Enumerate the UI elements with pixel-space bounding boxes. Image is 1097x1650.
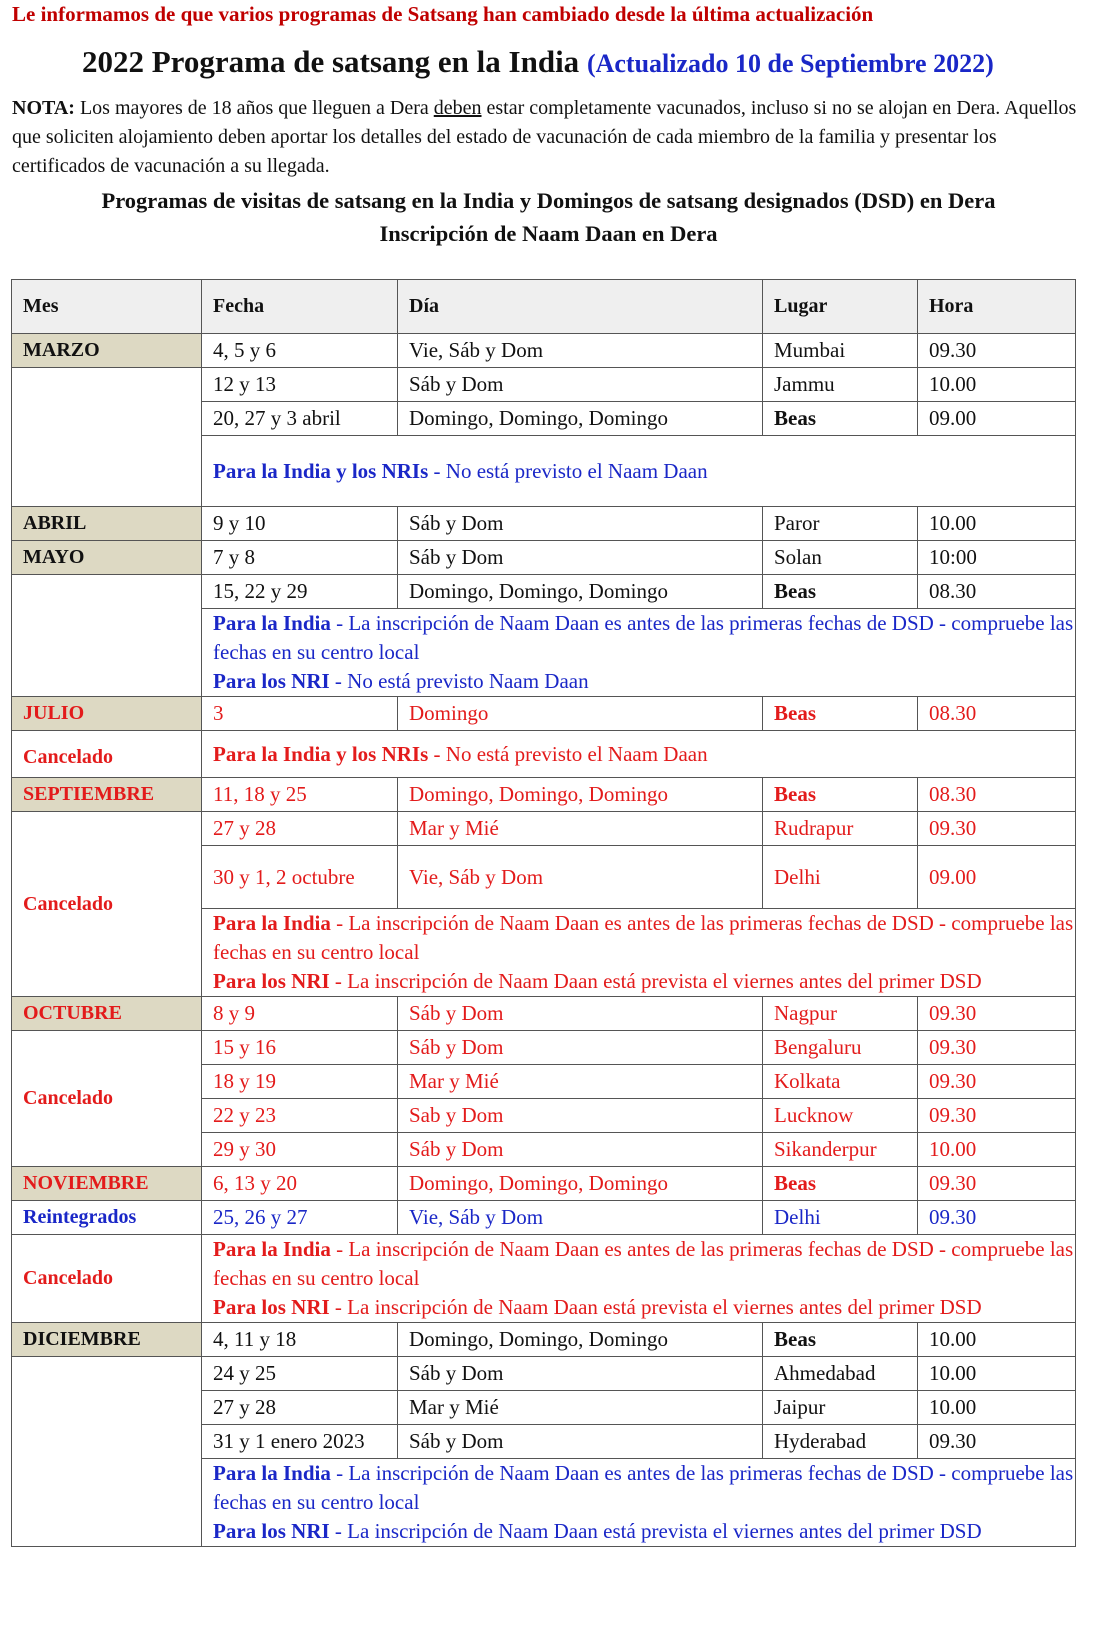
cell-lugar: Ahmedabad	[763, 1357, 918, 1391]
table-row	[12, 1167, 1076, 1201]
cell-lugar: Beas	[763, 1167, 918, 1201]
cell-fecha: 25, 26 y 27	[202, 1201, 398, 1235]
table-row	[12, 507, 1076, 541]
cell-hora: 09.00	[918, 402, 1076, 436]
cell-dia: Sáb y Dom	[398, 368, 763, 402]
note-india	[213, 1235, 1075, 1293]
month-blank	[12, 368, 202, 507]
cell-fecha: 27 y 28	[202, 812, 398, 846]
cell-hora: 10.00	[918, 1133, 1076, 1167]
cell-dia: Mar y Mié	[398, 812, 763, 846]
cell-fecha: 15 y 16	[202, 1031, 398, 1065]
cell-lugar: Beas	[763, 1323, 918, 1357]
cell-lugar: Jaipur	[763, 1391, 918, 1425]
status-cancelado: Cancelado	[12, 1031, 202, 1167]
col-header-lugar: Lugar	[763, 280, 918, 334]
note-text: - La inscripción de Naam Daan está prevista el viernes antes del primer DSD	[329, 969, 982, 993]
table-row	[12, 812, 1076, 846]
cell-fecha: 27 y 28	[202, 1391, 398, 1425]
note-label: Para los NRI	[213, 1295, 330, 1319]
naam-daan-note	[202, 1235, 1076, 1323]
table-row	[12, 1323, 1076, 1357]
cell-lugar: Lucknow	[763, 1099, 918, 1133]
note-label: Para la India	[213, 1237, 331, 1261]
cell-fecha: 6, 13 y 20	[202, 1167, 398, 1201]
cell-lugar: Kolkata	[763, 1065, 918, 1099]
table-row	[12, 1357, 1076, 1391]
note-nri	[213, 1517, 1075, 1546]
cell-lugar: Sikanderpur	[763, 1133, 918, 1167]
cell-fecha: 18 y 19	[202, 1065, 398, 1099]
note-nri	[213, 967, 1075, 996]
month-noviembre: NOVIEMBRE	[12, 1167, 202, 1201]
cell-hora: 09.30	[918, 334, 1076, 368]
heading-line2: Inscripción de Naam Daan en Dera	[379, 221, 718, 246]
cell-fecha: 4, 5 y 6	[202, 334, 398, 368]
cell-dia: Vie, Sáb y Dom	[398, 334, 763, 368]
cell-dia: Domingo, Domingo, Domingo	[398, 575, 763, 609]
note-nri	[213, 1293, 1075, 1322]
status-cancelado: Cancelado	[12, 812, 202, 997]
cell-fecha: 3	[202, 697, 398, 731]
cell-hora: 09.30	[918, 812, 1076, 846]
status-cancelado: Cancelado	[12, 731, 202, 778]
cell-dia: Sab y Dom	[398, 1099, 763, 1133]
table-row	[12, 1031, 1076, 1065]
naam-daan-note	[202, 909, 1076, 997]
cell-dia: Domingo, Domingo, Domingo	[398, 1323, 763, 1357]
note-label: Para la India y los NRIs	[213, 458, 429, 483]
cell-fecha: 22 y 23	[202, 1099, 398, 1133]
cell-dia: Sáb y Dom	[398, 1357, 763, 1391]
note-text: - No está previsto el Naam Daan	[428, 741, 708, 766]
month-blank	[12, 1357, 202, 1547]
cell-dia: Vie, Sáb y Dom	[398, 1201, 763, 1235]
status-reintegrados: Reintegrados	[12, 1201, 202, 1235]
cell-lugar: Beas	[763, 402, 918, 436]
note-label: Para los NRI	[213, 969, 330, 993]
note-text: - La inscripción de Naam Daan es antes de las primeras fechas de DSD - compruebe las fechas en su centro local	[213, 1237, 1074, 1290]
note-label: Para la India	[213, 1461, 331, 1485]
note-india	[213, 909, 1075, 967]
title-updated: (Actualizado 10 de Septiembre 2022)	[586, 49, 994, 78]
table-row	[12, 368, 1076, 402]
month-blank	[12, 575, 202, 697]
table-row	[12, 575, 1076, 609]
cell-fecha: 12 y 13	[202, 368, 398, 402]
nota-before: Los mayores de 18 años que lleguen a Dera	[74, 97, 434, 119]
note-label: Para la India	[213, 911, 331, 935]
note-text: - No está previsto el Naam Daan	[428, 458, 708, 483]
cell-lugar: Delhi	[763, 1201, 918, 1235]
note-india	[213, 1459, 1075, 1517]
cell-fecha: 11, 18 y 25	[202, 778, 398, 812]
cell-dia: Domingo	[398, 697, 763, 731]
title-main: 2022 Programa de satsang en la India	[82, 44, 580, 79]
col-header-fecha: Fecha	[202, 280, 398, 334]
table-row	[12, 997, 1076, 1031]
cell-lugar: Paror	[763, 507, 918, 541]
cell-fecha: 4, 11 y 18	[202, 1323, 398, 1357]
cell-lugar: Solan	[763, 541, 918, 575]
heading-line1: Programas de visitas de satsang en la India y Domingos de satsang designados (DSD) en Dera	[101, 188, 996, 213]
page-title	[82, 44, 1097, 80]
note-label: Para la India	[213, 611, 331, 635]
cell-fecha: 20, 27 y 3 abril	[202, 402, 398, 436]
cell-hora: 08.30	[918, 778, 1076, 812]
nota-underlined: deben	[433, 97, 482, 119]
cell-fecha: 30 y 1, 2 octubre	[202, 846, 398, 909]
month-septiembre: SEPTIEMBRE	[12, 778, 202, 812]
cell-hora: 09.30	[918, 997, 1076, 1031]
cell-hora: 09.00	[918, 846, 1076, 909]
col-header-mes: Mes	[12, 280, 202, 334]
col-header-dia: Día	[398, 280, 763, 334]
note-text: - La inscripción de Naam Daan es antes de las primeras fechas de DSD - compruebe las fechas en su centro local	[213, 611, 1074, 664]
cell-lugar: Nagpur	[763, 997, 918, 1031]
month-mayo: MAYO	[12, 541, 202, 575]
note-nri	[213, 667, 1075, 696]
note-text: - La inscripción de Naam Daan es antes de las primeras fechas de DSD - compruebe las fechas en su centro local	[213, 1461, 1074, 1514]
cell-hora: 09.30	[918, 1031, 1076, 1065]
cell-lugar: Beas	[763, 778, 918, 812]
naam-daan-note	[202, 1459, 1076, 1547]
month-marzo: MARZO	[12, 334, 202, 368]
month-diciembre: DICIEMBRE	[12, 1323, 202, 1357]
note-india	[213, 609, 1075, 667]
note-label: Para los NRI	[213, 1519, 330, 1543]
cell-hora: 09.30	[918, 1201, 1076, 1235]
status-cancelado: Cancelado	[12, 1235, 202, 1323]
cell-lugar: Mumbai	[763, 334, 918, 368]
cell-fecha: 7 y 8	[202, 541, 398, 575]
cell-hora: 09.30	[918, 1167, 1076, 1201]
month-octubre: OCTUBRE	[12, 997, 202, 1031]
cell-dia: Sáb y Dom	[398, 507, 763, 541]
month-julio: JULIO	[12, 697, 202, 731]
schedule-table	[11, 279, 1076, 1547]
table-row	[12, 778, 1076, 812]
nota-after: estar completamente vacunados, incluso si no se alojan en Dera. Aquellos que soliciten alojamiento deben aportar los detalles del estado de vacunación de cada miembro de la familia y presentar los certificados de vacunación a su llegada.	[12, 97, 1077, 177]
cell-fecha: 29 y 30	[202, 1133, 398, 1167]
cell-fecha: 15, 22 y 29	[202, 575, 398, 609]
cell-dia: Vie, Sáb y Dom	[398, 846, 763, 909]
cell-dia: Mar y Mié	[398, 1391, 763, 1425]
note-text: - No está previsto Naam Daan	[329, 669, 589, 693]
naam-daan-note	[202, 731, 1076, 778]
cell-lugar: Delhi	[763, 846, 918, 909]
cell-lugar: Rudrapur	[763, 812, 918, 846]
cell-dia: Sáb y Dom	[398, 1031, 763, 1065]
cell-hora: 10.00	[918, 1357, 1076, 1391]
cell-hora: 09.30	[918, 1099, 1076, 1133]
cell-hora: 10:00	[918, 541, 1076, 575]
cell-lugar: Jammu	[763, 368, 918, 402]
note-text: - La inscripción de Naam Daan es antes de las primeras fechas de DSD - compruebe las fechas en su centro local	[213, 911, 1074, 964]
cell-fecha: 9 y 10	[202, 507, 398, 541]
month-abril: ABRIL	[12, 507, 202, 541]
note-text: - La inscripción de Naam Daan está prevista el viernes antes del primer DSD	[329, 1295, 982, 1319]
table-row	[12, 697, 1076, 731]
naam-daan-note	[202, 436, 1076, 507]
note-label: Para la India y los NRIs	[213, 741, 429, 766]
table-row	[12, 334, 1076, 368]
cell-hora: 10.00	[918, 1323, 1076, 1357]
cell-hora: 08.30	[918, 697, 1076, 731]
col-header-hora: Hora	[918, 280, 1076, 334]
nota-label: NOTA:	[12, 97, 75, 119]
cell-fecha: 24 y 25	[202, 1357, 398, 1391]
cell-hora: 09.30	[918, 1065, 1076, 1099]
cell-dia: Sáb y Dom	[398, 997, 763, 1031]
cell-dia: Sáb y Dom	[398, 1425, 763, 1459]
section-heading	[0, 184, 1097, 250]
cell-hora: 08.30	[918, 575, 1076, 609]
naam-daan-note	[202, 609, 1076, 697]
cell-hora: 10.00	[918, 507, 1076, 541]
cell-hora: 09.30	[918, 1425, 1076, 1459]
cell-fecha: 8 y 9	[202, 997, 398, 1031]
vaccination-note	[12, 94, 1082, 181]
note-row	[12, 1235, 1076, 1323]
update-notice: Le informamos de que varios programas de Satsang han cambiado desde la última actualización	[12, 2, 874, 26]
cell-dia: Sáb y Dom	[398, 1133, 763, 1167]
header-row	[12, 280, 1076, 334]
table-row	[12, 1201, 1076, 1235]
cell-lugar: Bengaluru	[763, 1031, 918, 1065]
note-text: - La inscripción de Naam Daan está prevista el viernes antes del primer DSD	[329, 1519, 982, 1543]
cell-dia: Domingo, Domingo, Domingo	[398, 402, 763, 436]
cell-fecha: 31 y 1 enero 2023	[202, 1425, 398, 1459]
cell-hora: 10.00	[918, 1391, 1076, 1425]
table-row	[12, 541, 1076, 575]
cell-dia: Mar y Mié	[398, 1065, 763, 1099]
cell-dia: Domingo, Domingo, Domingo	[398, 778, 763, 812]
cell-lugar: Beas	[763, 575, 918, 609]
note-row	[12, 731, 1076, 778]
note-label: Para los NRI	[213, 669, 330, 693]
cell-lugar: Hyderabad	[763, 1425, 918, 1459]
cell-dia: Domingo, Domingo, Domingo	[398, 1167, 763, 1201]
cell-dia: Sáb y Dom	[398, 541, 763, 575]
cell-hora: 10.00	[918, 368, 1076, 402]
cell-lugar: Beas	[763, 697, 918, 731]
